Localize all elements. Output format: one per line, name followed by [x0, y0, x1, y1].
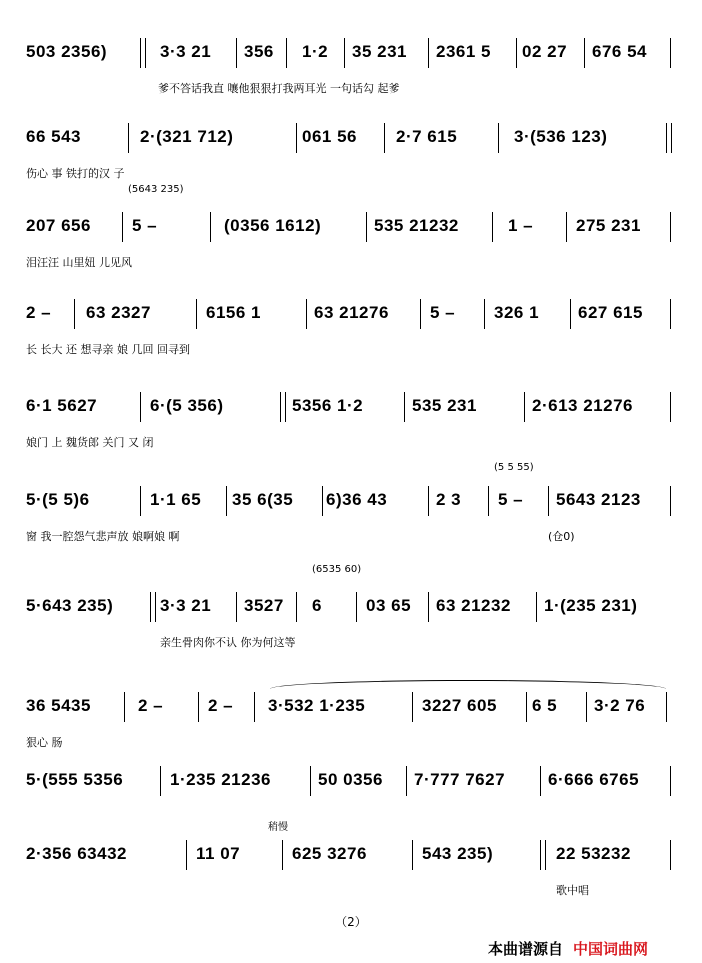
measure: 275 231: [576, 216, 641, 235]
lyrics-text: 泪汪汪 山里妞 儿见风: [26, 256, 132, 269]
annotation: (5643 235): [128, 184, 184, 195]
measure: 6156 1: [206, 303, 261, 322]
double-barline: [540, 840, 546, 870]
barline: [198, 692, 199, 722]
measure: 35 6(35: [232, 490, 294, 509]
barline: [310, 766, 311, 796]
measure: 2 3: [436, 490, 462, 509]
site-name: 中国词曲网: [573, 940, 649, 958]
measure: 2·356 63432: [26, 844, 127, 863]
annotation: (仓0): [548, 530, 575, 543]
barline: [406, 766, 407, 796]
measure: 326 1: [494, 303, 540, 322]
measure: 6·(5 356): [150, 396, 224, 415]
lyrics-line: [0, 734, 702, 750]
barline: [412, 692, 413, 722]
lyrics-line: [0, 528, 702, 544]
barline: [670, 486, 671, 516]
barline: [670, 392, 671, 422]
measure: 2361 5: [436, 42, 491, 61]
barline: [322, 486, 323, 516]
lyrics-text: 长 长大 还 想寻亲 娘 几回 回寻到: [26, 343, 190, 356]
measure: 3527: [244, 596, 284, 615]
barline: [160, 766, 161, 796]
measure: (0356 1612): [224, 216, 322, 235]
barline: [536, 592, 537, 622]
staff-notes: [0, 390, 702, 422]
annotation: (5 5 55): [494, 462, 534, 473]
barline: [670, 38, 671, 68]
barline: [122, 212, 123, 242]
measure: 1·1 65: [150, 490, 202, 509]
barline: [140, 486, 141, 516]
barline: [586, 692, 587, 722]
measure: 11 07: [196, 844, 241, 863]
measure: 061 56: [302, 127, 357, 146]
annotation: 稍慢: [268, 822, 288, 833]
measure: 5 –: [430, 303, 456, 322]
measure: 6·666 6765: [548, 770, 640, 789]
measure: 5 –: [498, 490, 524, 509]
measure: 3·2 76: [594, 696, 646, 715]
measure: 2·613 21276: [532, 396, 633, 415]
double-barline: [140, 38, 146, 68]
measure: 03 65: [366, 596, 412, 615]
barline: [286, 38, 287, 68]
measure: 625 3276: [292, 844, 367, 863]
barline: [584, 38, 585, 68]
measure: 1·(235 231): [544, 596, 638, 615]
source-label: 本曲谱源自: [488, 940, 564, 958]
measure: 22 53232: [556, 844, 631, 863]
barline: [124, 692, 125, 722]
page-number: （2）: [335, 915, 367, 929]
measure: 50 0356: [318, 770, 383, 789]
barline: [384, 123, 385, 153]
barline: [670, 299, 671, 329]
barline: [128, 123, 129, 153]
measure: 02 27: [522, 42, 568, 61]
double-barline: [666, 123, 672, 153]
lyrics-line: [0, 434, 702, 450]
lyrics-line: [0, 80, 702, 96]
barline: [498, 123, 499, 153]
barline: [666, 692, 667, 722]
lyrics-text: 伤心 事 铁打的汉 子: [26, 167, 125, 180]
staff-notes: [0, 297, 702, 329]
barline: [428, 486, 429, 516]
measure: 2·7 615: [396, 127, 458, 146]
measure: 5·(5 5)6: [26, 490, 90, 509]
measure: 3·(536 123): [514, 127, 608, 146]
measure: 503 2356): [26, 42, 108, 61]
lyrics-text: 娘门 上 魏货郎 关门 又 闭: [26, 436, 154, 449]
barline: [404, 392, 405, 422]
staff-notes: [0, 838, 702, 870]
barline: [344, 38, 345, 68]
lyrics-text: 狠心 肠: [26, 736, 63, 749]
barline: [484, 299, 485, 329]
lyrics-text: 爹不答话我直 嚷他狠狠打我两耳光 一句话勾 起爹: [158, 82, 400, 95]
barline: [670, 766, 671, 796]
double-barline: [150, 592, 156, 622]
measure: 6: [312, 596, 322, 615]
barline: [492, 212, 493, 242]
staff-notes: [0, 764, 702, 796]
measure: 63 21276: [314, 303, 389, 322]
barline: [428, 38, 429, 68]
barline: [516, 38, 517, 68]
slur-mark: [270, 680, 666, 689]
measure: 5 –: [132, 216, 158, 235]
lyrics-text: 窗 我一腔怨气悲声放 娘啊娘 啊: [26, 530, 180, 543]
barline: [570, 299, 571, 329]
measure: 36 5435: [26, 696, 91, 715]
barline: [140, 392, 141, 422]
double-barline: [280, 392, 286, 422]
barline: [282, 840, 283, 870]
barline: [428, 592, 429, 622]
measure: 63 21232: [436, 596, 511, 615]
staff-notes: [0, 210, 702, 242]
measure: 543 235): [422, 844, 494, 863]
barline: [548, 486, 549, 516]
lyrics-line: [0, 634, 702, 650]
measure: 6·1 5627: [26, 396, 98, 415]
staff-notes: [0, 590, 702, 622]
barline: [254, 692, 255, 722]
barline: [74, 299, 75, 329]
measure: 63 2327: [86, 303, 151, 322]
barline: [196, 299, 197, 329]
measure: 3227 605: [422, 696, 497, 715]
annotation: (6535 60): [312, 564, 362, 575]
barline: [236, 592, 237, 622]
measure: 2 –: [26, 303, 52, 322]
barline: [296, 592, 297, 622]
barline: [210, 212, 211, 242]
measure: 3·3 21: [160, 596, 212, 615]
staff-notes: [0, 484, 702, 516]
staff-notes: [0, 36, 702, 68]
measure: 5·(555 5356: [26, 770, 124, 789]
measure: 5·643 235): [26, 596, 114, 615]
lyrics-line: [0, 882, 702, 898]
barline: [366, 212, 367, 242]
barline: [566, 212, 567, 242]
measure: 535 21232: [374, 216, 459, 235]
measure: 627 615: [578, 303, 643, 322]
measure: 2 –: [208, 696, 234, 715]
measure: 1 –: [508, 216, 534, 235]
barline: [236, 38, 237, 68]
barline: [186, 840, 187, 870]
measure: 356: [244, 42, 274, 61]
barline: [306, 299, 307, 329]
lyrics-text: 亲生骨肉你不认 你为何这等: [160, 636, 296, 649]
source-credit: [488, 938, 648, 959]
barline: [540, 766, 541, 796]
barline: [670, 840, 671, 870]
measure: 6 5: [532, 696, 558, 715]
barline: [670, 212, 671, 242]
measure: 207 656: [26, 216, 91, 235]
measure: 2 –: [138, 696, 164, 715]
barline: [412, 840, 413, 870]
barline: [356, 592, 357, 622]
lyrics-text: 歌中唱: [556, 884, 589, 897]
measure: 6)36 43: [326, 490, 388, 509]
barline: [524, 392, 525, 422]
measure: 2·(321 712): [140, 127, 234, 146]
barline: [526, 692, 527, 722]
measure: 535 231: [412, 396, 477, 415]
measure: 676 54: [592, 42, 647, 61]
lyrics-line: [0, 254, 702, 270]
measure: 3·532 1·235: [268, 696, 366, 715]
measure: 5643 2123: [556, 490, 641, 509]
barline: [420, 299, 421, 329]
lyrics-line: [0, 341, 702, 357]
measure: 35 231: [352, 42, 407, 61]
barline: [296, 123, 297, 153]
barline: [488, 486, 489, 516]
lyrics-line: [0, 165, 702, 181]
staff-notes: [0, 121, 702, 153]
measure: 1·2: [302, 42, 329, 61]
measure: 7·777 7627: [414, 770, 506, 789]
barline: [226, 486, 227, 516]
measure: 5356 1·2: [292, 396, 364, 415]
measure: 66 543: [26, 127, 81, 146]
staff-notes: [0, 690, 702, 722]
measure: 1·235 21236: [170, 770, 271, 789]
measure: 3·3 21: [160, 42, 212, 61]
